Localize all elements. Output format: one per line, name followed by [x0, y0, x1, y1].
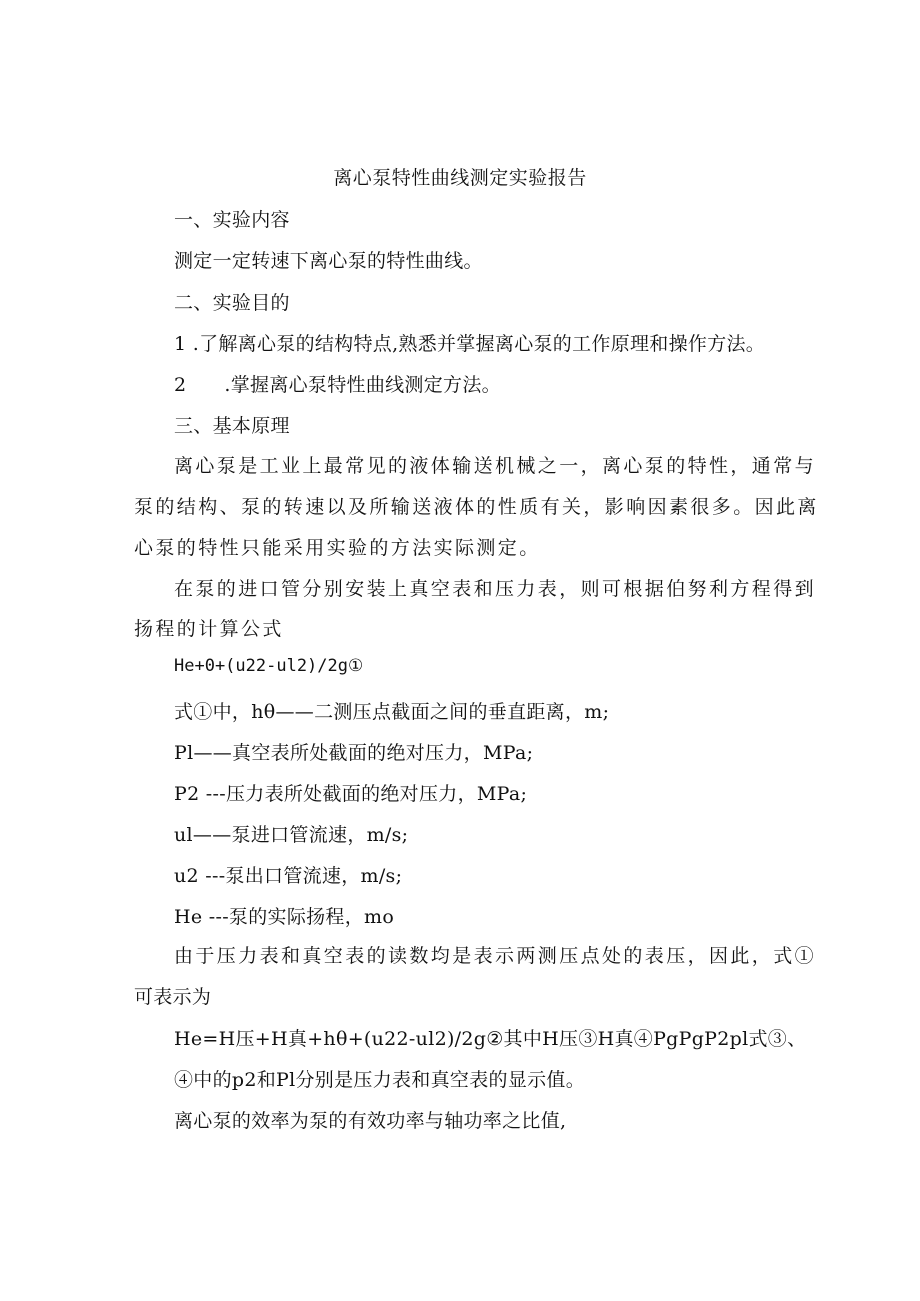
- purpose-item-2-text: .掌握离心泵特性曲线测定方法。: [224, 374, 501, 396]
- purpose-item-1: 1 .了解离心泵的结构特点,熟悉并掌握离心泵的工作原理和操作方法。: [174, 333, 766, 355]
- definition-p2: P2 ---压力表所处截面的绝对压力，MPa;: [174, 783, 528, 805]
- document-title: 离心泵特性曲线测定实验报告: [333, 167, 587, 189]
- definition-u1: ul——泵进口管流速，m/s;: [174, 824, 409, 846]
- definition-he: He ---泵的实际扬程，mo: [174, 906, 395, 928]
- definition-u2: u2 ---泵出口管流速，m/s;: [174, 865, 403, 887]
- paragraph-2-line-1: 在泵的进口管分别安装上真空表和压力表，则可根据伯努利方程得到: [174, 578, 817, 600]
- purpose-item-2: [174, 370, 501, 397]
- definition-p1: Pl——真空表所处截面的绝对压力，MPa;: [174, 742, 534, 764]
- formula-1: He+0+(u22-ul2)/2g①: [174, 656, 364, 676]
- paragraph-1-line-3: 心泵的特性只能采用实验的方法实际测定。: [134, 537, 541, 559]
- paragraph-3-line-2: 可表示为: [134, 986, 212, 1008]
- section1-heading: 一、实验内容: [174, 209, 290, 231]
- purpose-item-2-number: 2: [174, 374, 187, 396]
- paragraph-3-line-1: 由于压力表和真空表的读数均是表示两测压点处的表压，因此，式①: [174, 945, 817, 967]
- formula-2-line-1: He=H压+H真+hθ+(u22-ul2)/2g②其中H压③H真④PgPgP2pl式③、: [174, 1028, 807, 1050]
- paragraph-2-line-2: 扬程的计算公式: [134, 618, 284, 640]
- section2-heading: 二、实验目的: [174, 292, 290, 314]
- paragraph-1-line-1: 离心泵是工业上最常见的液体输送机械之一，离心泵的特性，通常与: [174, 455, 817, 477]
- formula-2-line-2: ④中的p2和Pl分别是压力表和真空表的显示值。: [174, 1069, 586, 1091]
- definition-h0: 式①中，hθ——二测压点截面之间的垂直距离，m;: [174, 701, 610, 723]
- section3-heading: 三、基本原理: [174, 415, 290, 437]
- section1-text: 测定一定转速下离心泵的特性曲线。: [174, 250, 483, 272]
- paragraph-4: 离心泵的效率为泵的有效功率与轴功率之比值,: [174, 1110, 567, 1132]
- paragraph-1-line-2: 泵的结构、泵的转速以及所输送液体的性质有关，影响因素很多。因此离: [134, 496, 819, 518]
